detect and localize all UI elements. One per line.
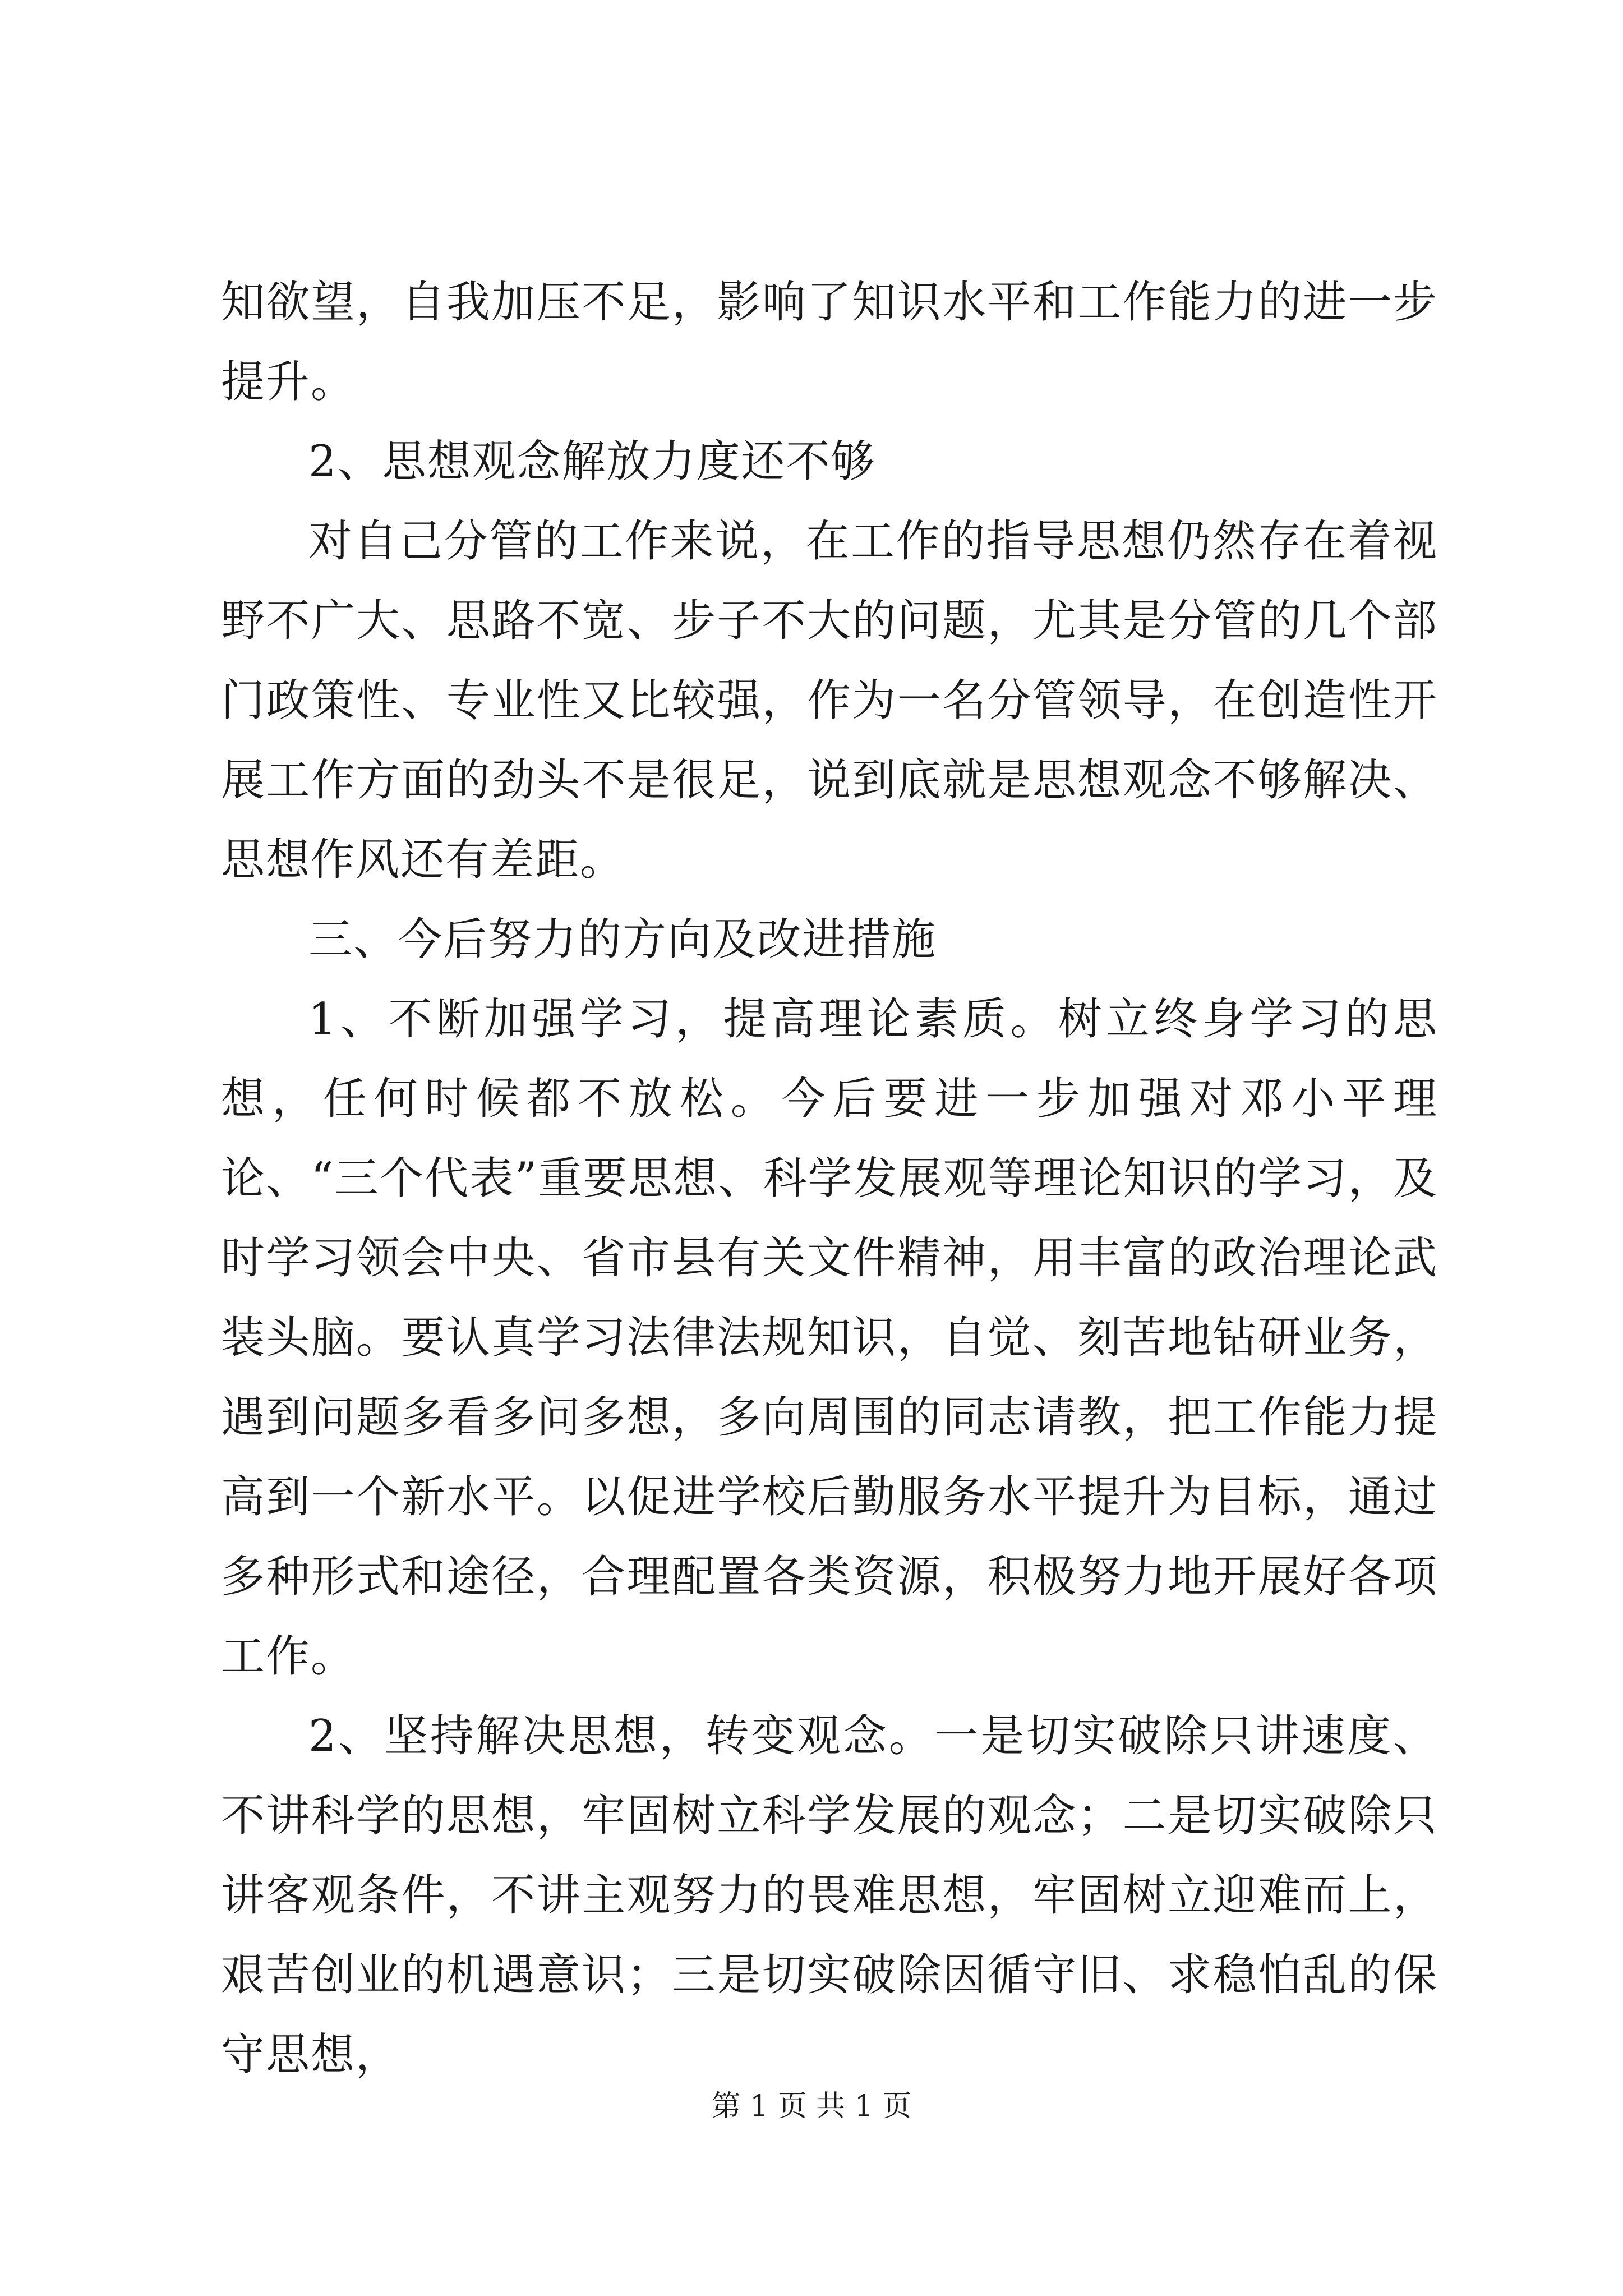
paragraph-measure-1: 1、不断加强学习，提高理论素质。树立终身学习的思想，任何时候都不放松。今后要进一步加强对邓小平理论、“三个代表”重要思想、科学发展观等理论知识的学习，及时学习领会中央、省市县有关文件精神，用丰富的政治理论武装头脑。要认真学习法律法规知识，自觉、刻苦地钻研业务，遇到问题多看多问多想，多向周围的同志请教，把工作能力提高到一个新水平。以促进学校后勤服务水平提升为目标，通过多种形式和途径，合理配置各类资源，积极努力地开展好各项工作。 <box>221 994 1438 1682</box>
paragraph-mindset: 对自己分管的工作来说，在工作的指导思想仍然存在着视野不广大、思路不宽、步子不大的问题，尤其是分管的几个部门政策性、专业性又比较强，作为一名分管领导，在创造性开展工作方面的劲头不是很足，说到底就是思想观念不够解决、思想作风还有差距。 <box>221 516 1438 885</box>
paragraph-continuation: 知欲望，自我加压不足，影响了知识水平和工作能力的进一步提升。 <box>221 277 1438 407</box>
paragraph-measure-2: 2、坚持解决思想，转变观念。一是切实破除只讲速度、不讲科学的思想，牢固树立科学发展的观念；二是切实破除只讲客观条件，不讲主观努力的畏难思想，牢固树立迎难而上，艰苦创业的机遇意识；三是切实破除因循守旧、求稳怕乱的保守思想， <box>221 1711 1438 2080</box>
subheading-2-mindset: 2、思想观念解放力度还不够 <box>308 436 876 487</box>
document-body <box>221 263 1438 2095</box>
page-footer: 第 1 页 共 1 页 <box>711 2090 912 2123</box>
section-heading-3: 三、今后努力的方向及改进措施 <box>308 914 937 965</box>
